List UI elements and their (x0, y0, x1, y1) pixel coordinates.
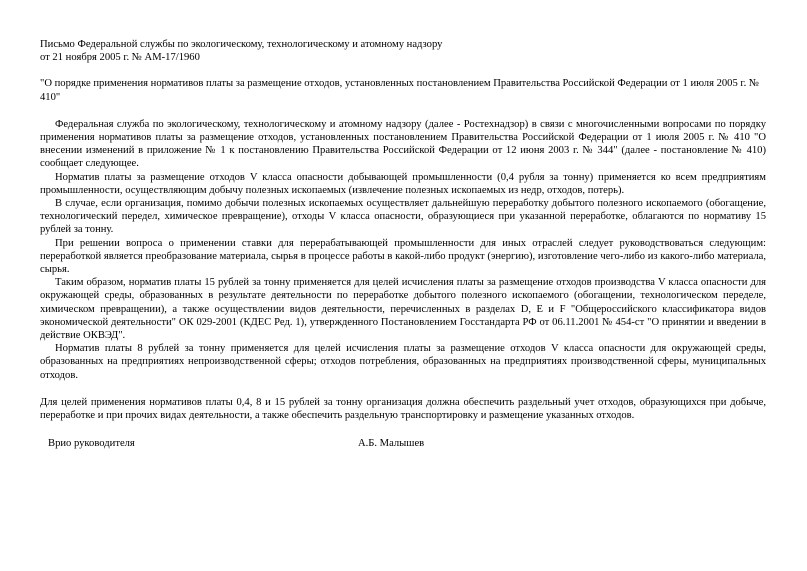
paragraph-processing-definition: При решении вопроса о применении ставки для перерабатывающей промышленности для иных отраслей следует руководствоваться следующим: переработкой является преобразование материала, сырья в процессе работы в какой-либо продукт (энергию), изготовление чего-либо из какого-либо материала, сырья. (40, 237, 766, 276)
signature-name: А.Б. Малышев (358, 438, 425, 450)
paragraph-processing-case: В случае, если организация, помимо добычи полезных ископаемых осуществляет дальнейшую переработку добытого полезного ископаемого (обогащение, технологический передел, химическое превращение), отходы V класса опасности, образующиеся при указанной переработке, облагаются по нормативу 15 рублей за тонну. (40, 198, 766, 236)
closing-paragraph: Для целей применения нормативов платы 0,4, 8 и 15 рублей за тонну организация должна обеспечить раздельный учет отходов, образующихся при добыче, переработке и при прочих видах деятельности, а также обеспечить раздельную транспортировку и размещение указанных отходов. (40, 396, 766, 422)
document-header-line1: Письмо Федеральной службы по экологическому, технологическому и атомному надзору (40, 39, 443, 50)
paragraph-mining-rate: Норматив платы за размещение отходов V класса опасности добывающей промышленности (0,4 рубля за тонну) применяется ко всем предприятиям промышленности, осуществляющим добычу полезных ископаемых (извлечение полезных ископаемых из недр, отходов, потерь). (40, 171, 766, 196)
paragraph-15-rub-rate: Таким образом, норматив платы 15 рублей за тонну применяется для целей исчисления платы за размещение отходов производства V класса опасности для окружающей среды, образованных в результате деятельности по переработке добытого полезного ископаемого (обогащении, технологическом переделе, химическом превращении), а также осуществлении видов деятельности, перечисленных в разделах D, E и F "Общероссийского классификатора видов экономической деятельности" ОК 029-2001 (КДЕС Ред. 1), утвержденного Постановлением Госстандарта РФ от 06.11.2001 № 454-ст "О принятии и введении в действие ОКВЭД". (40, 277, 766, 342)
paragraph-intro: Федеральная служба по экологическому, технологическому и атомному надзору (далее - Ростехнадзор) в связи с многочисленными вопросами по порядку применения нормативов платы за размещение отходов, установленных постановлением Правительства Российской Федерации от 1 июля 2005 г. № 410 "О внесении изменений в приложение № 1 к постановлению Правительства Российской Федерации от 12 июня 2003 г. № 344" (далее - постановление № 410) сообщает следующее. (40, 118, 766, 170)
document-title: "О порядке применения нормативов платы за размещение отходов, установленных постановлением Правительства Российской Федерации от 1 июля 2005 г. № 410" (40, 78, 759, 103)
document-body (40, 118, 766, 382)
document-page (40, 38, 766, 451)
signature-block (40, 437, 766, 451)
document-header-line2: от 21 ноября 2005 г. № АМ-17/1960 (40, 52, 200, 64)
paragraph-8-rub-rate: Норматив платы 8 рублей за тонну применяется для целей исчисления платы за размещение отходов V класса опасности для окружающей среды, образованных на предприятиях непроизводственной сферы; отходов потребления, образованных на предприятиях производственной сферы, муниципальных отходов. (40, 343, 766, 381)
signature-role: Врио руководителя (48, 438, 135, 450)
